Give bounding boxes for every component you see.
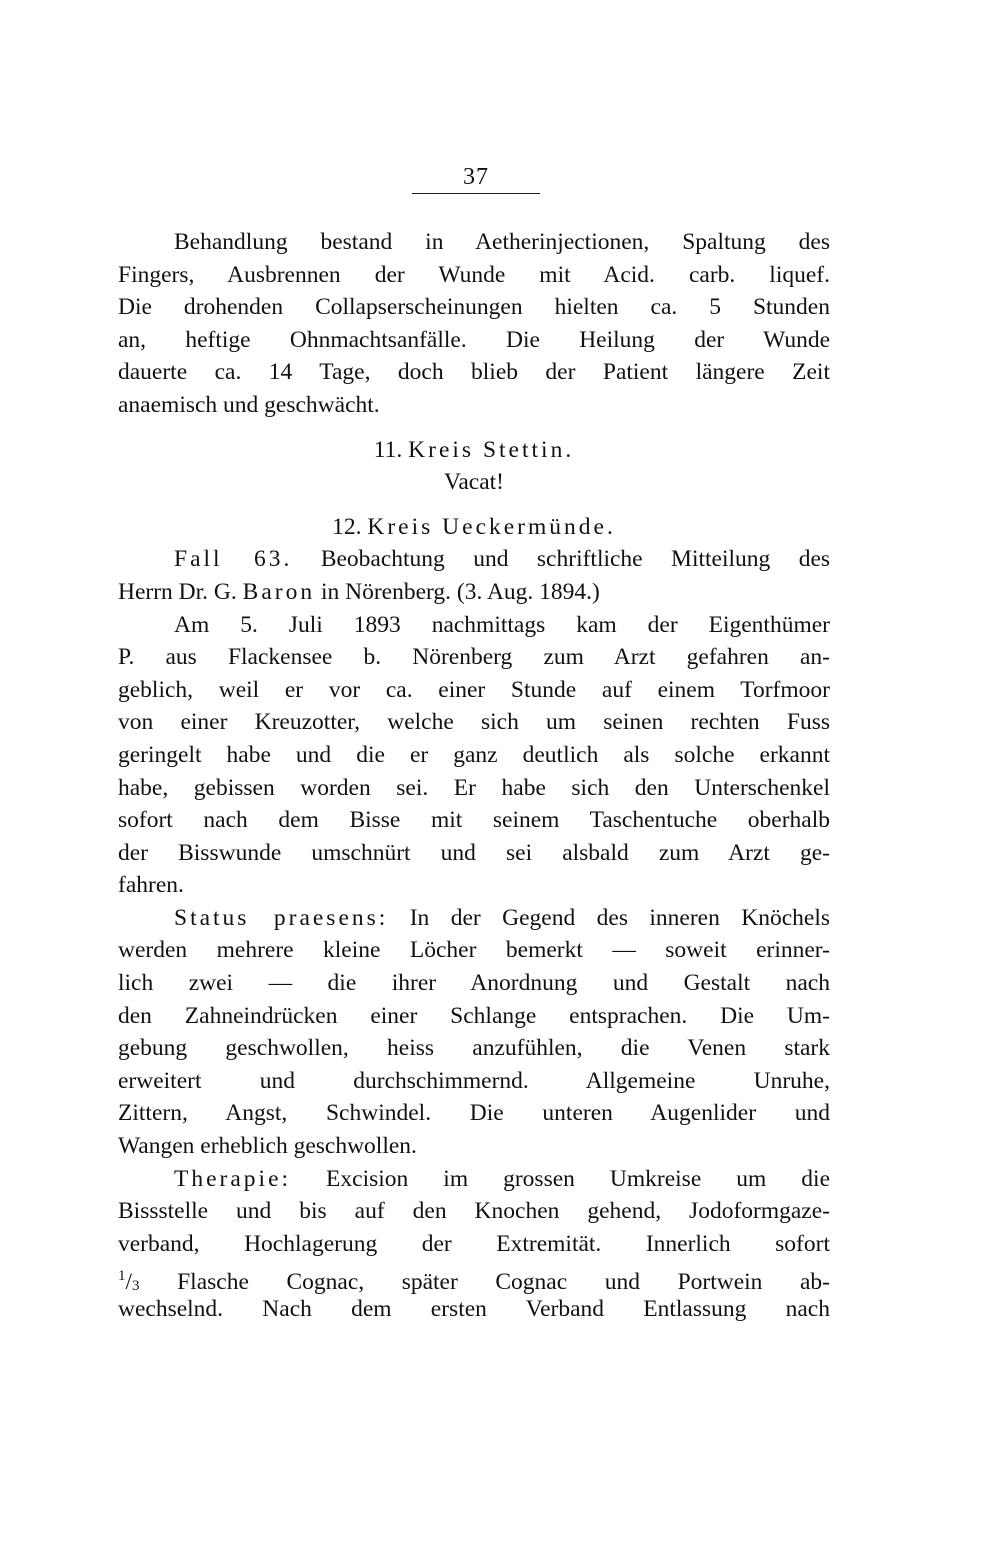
- text-line: Fingers, Ausbrennen der Wunde mit Acid. carb. liquef.: [118, 261, 830, 288]
- text-line: Status praesens: In der Gegend des inneren Knöchels: [174, 904, 831, 931]
- text-line: verband, Hochlagerung der Extremität. Innerlich sofort: [118, 1230, 830, 1257]
- section-title: Kreis Stettin.: [408, 436, 575, 463]
- fraction: $^1$/3: [118, 1268, 140, 1296]
- text-line: Therapie: Excision im grossen Umkreise um die: [174, 1165, 831, 1192]
- text-line: geblich, weil er vor ca. einer Stunde auf einem Torfmoor: [118, 676, 830, 703]
- text-line: Behandlung bestand in Aetherinjectionen, Spaltung des: [174, 229, 830, 255]
- status-paragraph: [118, 902, 830, 1163]
- text-line: wechselnd. Nach dem ersten Verband Entlassung nach: [118, 1296, 830, 1322]
- paragraph-continuation: [118, 226, 830, 422]
- text-line: Bissstelle und bis auf den Knochen gehend, Jodoformgaze-: [118, 1198, 830, 1225]
- text-line: Die drohenden Collapserscheinungen hielten ca. 5 Stunden: [118, 294, 830, 321]
- text-line: der Bisswunde umschnürt und sei alsbald zum Arzt ge-: [118, 839, 830, 866]
- case-intro: Beobachtung und schriftliche Mitteilung des: [320, 546, 831, 573]
- text-line: Am 5. Juli 1893 nachmittags kam der Eigenthümer: [174, 611, 830, 638]
- text-line: $^1$/3 Flasche Cognac, später Cognac und Portwein ab-: [118, 1268, 831, 1296]
- text-line: sofort nach dem Bisse mit seinem Taschentuche oberhalb: [118, 807, 830, 834]
- page-number-rule: [412, 193, 540, 194]
- text-line: Wangen erheblich geschwollen.: [118, 1133, 417, 1160]
- text-line: erweitert und durchschimmernd. Allgemeine Unruhe,: [118, 1067, 830, 1094]
- narrative-paragraph: [118, 609, 830, 902]
- section-number: 12.: [332, 513, 362, 540]
- case-label: Fall 63.: [174, 546, 293, 573]
- text-line: fahren.: [118, 872, 184, 899]
- text-line: geringelt habe und die er ganz deutlich als solche erkannt: [118, 741, 830, 768]
- text-line: dauerte ca. 14 Tage, doch blieb der Patient längere Zeit: [118, 359, 830, 386]
- text-line: gebung geschwollen, heiss anzufühlen, die Venen stark: [118, 1035, 830, 1062]
- text-line: habe, gebissen worden sei. Er habe sich den Unterschenkel: [118, 774, 830, 801]
- case-paragraph: [118, 543, 830, 608]
- text-line: Herrn Dr. G. Baron in Nörenberg. (3. Aug. 1894.): [118, 578, 600, 605]
- body-text: [118, 226, 830, 1326]
- text-line: an, heftige Ohnmachtsanfälle. Die Heilung der Wunde: [118, 326, 830, 353]
- status-label: Status praesens:: [174, 904, 389, 931]
- physician-name: Baron: [242, 578, 316, 605]
- text-line: von einer Kreuzotter, welche sich um seinen rechten Fuss: [118, 709, 830, 736]
- text-line: werden mehrere kleine Löcher bemerkt — soweit erinner-: [118, 937, 830, 964]
- text-line: P. aus Flackensee b. Nörenberg zum Arzt gefahren an-: [118, 644, 830, 671]
- text-line: den Zahneindrücken einer Schlange entsprachen. Die Um-: [118, 1002, 830, 1029]
- therapy-label: Therapie:: [174, 1165, 292, 1192]
- text-line: lich zwei — die ihrer Anordnung und Gestalt nach: [118, 970, 830, 997]
- section-heading-stettin: [118, 434, 830, 467]
- text-line: [118, 543, 830, 576]
- section-number: 11.: [373, 436, 403, 463]
- vacat-note: Vacat!: [443, 469, 504, 496]
- therapy-paragraph: [118, 1163, 830, 1326]
- section-heading-ueckermuende: [118, 511, 830, 544]
- text-line: Zittern, Angst, Schwindel. Die unteren Augenlider und: [118, 1100, 830, 1127]
- section-title: Kreis Ueckermünde.: [367, 513, 616, 540]
- text-line: anaemisch und geschwächt.: [118, 391, 380, 418]
- page-number: 37: [463, 164, 489, 190]
